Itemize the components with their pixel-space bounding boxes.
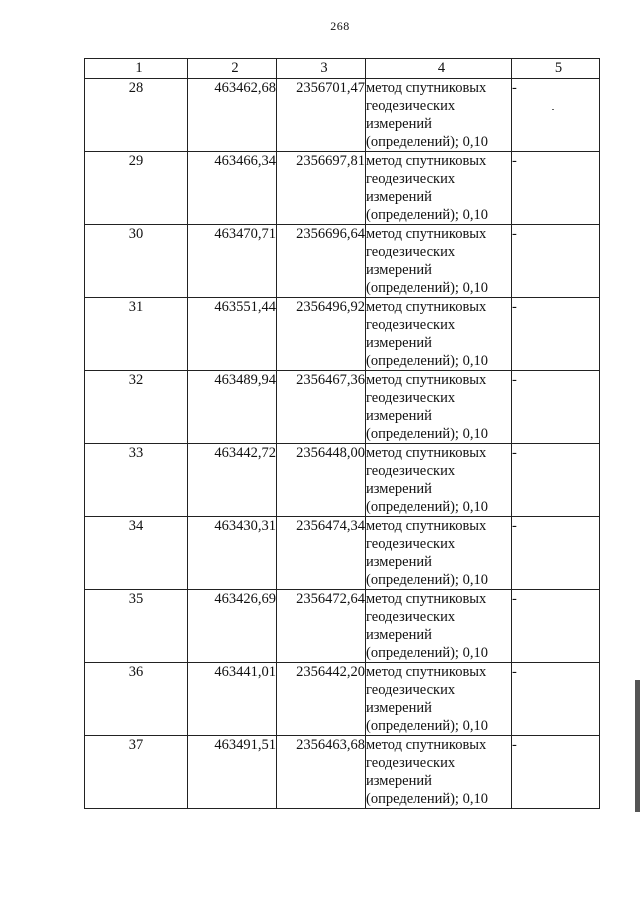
point-number: 32 (85, 371, 188, 444)
method-description (366, 225, 512, 298)
method-description (366, 371, 512, 444)
coordinate-y: 2356697,81 (277, 152, 366, 225)
note-cell: - (512, 298, 600, 371)
point-number: 37 (85, 736, 188, 809)
method-line: измерений (366, 116, 432, 132)
coordinate-y: 2356474,34 (277, 517, 366, 590)
method-line: измерений (366, 189, 432, 205)
method-line: измерений (366, 554, 432, 570)
note-cell: - (512, 663, 600, 736)
header-col-4: 4 (366, 59, 512, 79)
point-number: 30 (85, 225, 188, 298)
table-row (85, 298, 600, 371)
note-cell: - (512, 79, 600, 152)
note-cell: - (512, 444, 600, 517)
method-line: геодезических (366, 317, 456, 333)
method-description (366, 444, 512, 517)
method-line: измерений (366, 262, 432, 278)
method-line: (определений); 0,10 (366, 207, 488, 223)
note-cell: - (512, 590, 600, 663)
method-line: измерений (366, 481, 432, 497)
method-line: геодезических (366, 171, 456, 187)
point-number: 29 (85, 152, 188, 225)
coordinate-y: 2356472,64 (277, 590, 366, 663)
coordinate-y: 2356701,47 (277, 79, 366, 152)
point-number: 36 (85, 663, 188, 736)
table-row (85, 517, 600, 590)
method-line: (определений); 0,10 (366, 572, 488, 588)
coordinate-y: 2356696,64 (277, 225, 366, 298)
method-line: геодезических (366, 609, 456, 625)
table-row (85, 590, 600, 663)
point-number: 34 (85, 517, 188, 590)
note-cell: - (512, 736, 600, 809)
point-number: 33 (85, 444, 188, 517)
method-description (366, 590, 512, 663)
method-line: метод спутниковых (366, 445, 487, 461)
method-line: метод спутниковых (366, 591, 487, 607)
page-number: 268 (330, 19, 350, 33)
coordinate-y: 2356442,20 (277, 663, 366, 736)
method-line: геодезических (366, 390, 456, 406)
header-col-1: 1 (85, 59, 188, 79)
coordinate-x: 463491,51 (188, 736, 277, 809)
coordinate-x: 463466,34 (188, 152, 277, 225)
table-row (85, 663, 600, 736)
method-description (366, 663, 512, 736)
method-description (366, 79, 512, 152)
header-col-5: 5 (512, 59, 600, 79)
method-line: (определений); 0,10 (366, 353, 488, 369)
method-line: (определений); 0,10 (366, 718, 488, 734)
table-row (85, 225, 600, 298)
method-line: метод спутниковых (366, 664, 487, 680)
note-cell: - (512, 371, 600, 444)
coordinate-y: 2356463,68 (277, 736, 366, 809)
coordinate-x: 463430,31 (188, 517, 277, 590)
method-line: метод спутниковых (366, 226, 487, 242)
method-line: метод спутниковых (366, 153, 487, 169)
header-row (85, 59, 600, 79)
point-number: 35 (85, 590, 188, 663)
method-line: (определений); 0,10 (366, 499, 488, 515)
coordinate-x: 463442,72 (188, 444, 277, 517)
coordinate-x: 463426,69 (188, 590, 277, 663)
scan-edge-mark (635, 680, 640, 812)
coordinate-x: 463441,01 (188, 663, 277, 736)
method-line: геодезических (366, 98, 456, 114)
method-line: (определений); 0,10 (366, 280, 488, 296)
table-row (85, 152, 600, 225)
method-line: измерений (366, 627, 432, 643)
method-line: метод спутниковых (366, 518, 487, 534)
coordinate-x: 463551,44 (188, 298, 277, 371)
method-line: геодезических (366, 682, 456, 698)
method-line: геодезических (366, 244, 456, 260)
method-line: (определений); 0,10 (366, 134, 488, 150)
table-body (85, 79, 600, 809)
method-line: измерений (366, 408, 432, 424)
method-description (366, 517, 512, 590)
method-description (366, 298, 512, 371)
method-line: (определений); 0,10 (366, 645, 488, 661)
note-cell: - (512, 152, 600, 225)
point-number: 31 (85, 298, 188, 371)
method-line: (определений); 0,10 (366, 791, 488, 807)
table-header (85, 59, 600, 79)
method-line: измерений (366, 773, 432, 789)
method-line: метод спутниковых (366, 737, 487, 753)
header-col-3: 3 (277, 59, 366, 79)
method-line: геодезических (366, 463, 456, 479)
note-cell: - (512, 517, 600, 590)
method-line: геодезических (366, 755, 456, 771)
method-description (366, 736, 512, 809)
coordinate-y: 2356467,36 (277, 371, 366, 444)
method-line: измерений (366, 335, 432, 351)
coordinates-table (84, 58, 600, 809)
table-row (85, 444, 600, 517)
table-row (85, 371, 600, 444)
method-description (366, 152, 512, 225)
method-line: (определений); 0,10 (366, 426, 488, 442)
coordinate-x: 463462,68 (188, 79, 277, 152)
coordinate-y: 2356448,00 (277, 444, 366, 517)
method-line: метод спутниковых (366, 80, 487, 96)
note-cell: - (512, 225, 600, 298)
header-col-2: 2 (188, 59, 277, 79)
coordinate-y: 2356496,92 (277, 298, 366, 371)
table-row (85, 736, 600, 809)
method-line: метод спутниковых (366, 372, 487, 388)
table-row (85, 79, 600, 152)
point-number: 28 (85, 79, 188, 152)
scan-speck (552, 109, 554, 110)
coordinate-x: 463470,71 (188, 225, 277, 298)
method-line: измерений (366, 700, 432, 716)
coordinate-x: 463489,94 (188, 371, 277, 444)
method-line: геодезических (366, 536, 456, 552)
method-line: метод спутниковых (366, 299, 487, 315)
